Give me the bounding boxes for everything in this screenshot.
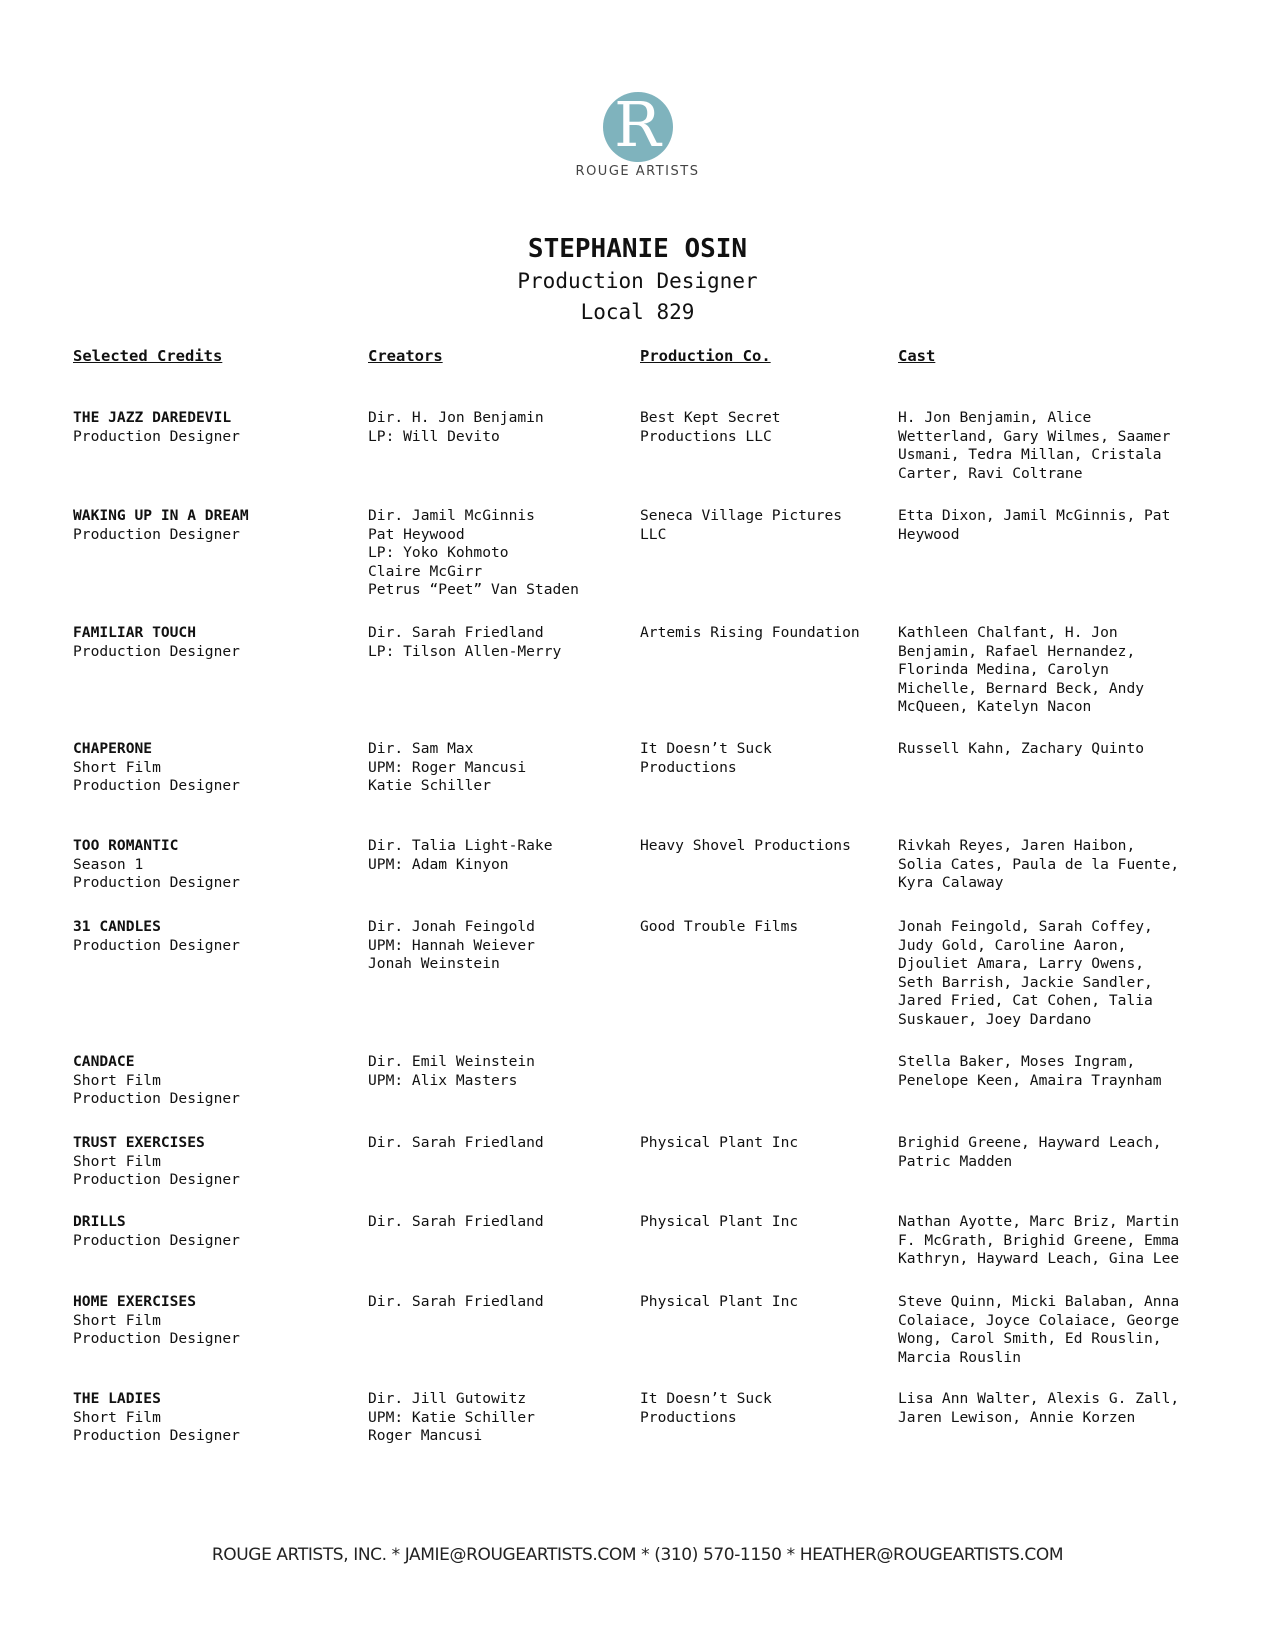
credit-cell (73, 918, 353, 955)
credit-cell (73, 507, 353, 544)
production-cell: Physical Plant Inc (640, 1134, 799, 1151)
person-role: Production Designer (517, 269, 758, 293)
credit-cell (73, 1213, 353, 1250)
credit-title: HOME EXERCISES (73, 1293, 197, 1310)
union-local: Local 829 (580, 300, 695, 324)
column-header-production: Production Co. (640, 347, 771, 365)
creators-cell: Dir. Sarah Friedland (368, 1134, 544, 1151)
cast-cell: Kathleen Chalfant, H. Jon Benjamin, Rafael Hernandez, Florinda Medina, Carolyn Michelle, Bernard Beck, Andy McQueen, Katelyn Nacon (898, 624, 1145, 716)
credit-title: FAMILIAR TOUCH (73, 624, 197, 641)
creators-cell: Dir. Sarah Friedland (368, 1293, 544, 1310)
credit-details: Short Film Production Designer (73, 1311, 240, 1348)
creators-cell: Dir. Jamil McGinnis Pat Heywood LP: Yoko Kohmoto Claire McGirr Petrus “Peet” Van Staden (368, 507, 579, 599)
credit-details: Production Designer (73, 642, 240, 660)
cast-cell: Steve Quinn, Micki Balaban, Anna Colaiace, Joyce Colaiace, George Wong, Carol Smith, Ed Rouslin, Marcia Rouslin (898, 1293, 1180, 1366)
credit-title: TRUST EXERCISES (73, 1134, 205, 1151)
credit-title: THE LADIES (73, 1390, 161, 1407)
credit-cell (73, 624, 353, 661)
cast-cell: Lisa Ann Walter, Alexis G. Zall, Jaren Lewison, Annie Korzen (898, 1390, 1180, 1426)
production-cell: Physical Plant Inc (640, 1213, 799, 1230)
credit-title: WAKING UP IN A DREAM (73, 507, 249, 524)
contact-footer: ROUGE ARTISTS, INC. * JAMIE@ROUGEARTISTS.COM * (310) 570-1150 * HEATHER@ROUGEARTISTS.COM (211, 1545, 1064, 1565)
column-header-cast: Cast (898, 347, 936, 365)
creators-cell: Dir. Sarah Friedland LP: Tilson Allen-Merry (368, 624, 562, 660)
production-cell: It Doesn’t Suck Productions (640, 1390, 772, 1426)
production-cell: Best Kept Secret Productions LLC (640, 409, 781, 445)
credit-details: Production Designer (73, 936, 240, 954)
cast-cell: Brighid Greene, Hayward Leach, Patric Madden (898, 1134, 1162, 1170)
cast-cell: Stella Baker, Moses Ingram, Penelope Keen, Amaira Traynham (898, 1053, 1162, 1089)
credit-cell (73, 837, 353, 893)
creators-cell: Dir. Jonah Feingold UPM: Hannah Weiever Jonah Weinstein (368, 918, 535, 973)
cast-cell: Jonah Feingold, Sarah Coffey, Judy Gold, Caroline Aaron, Djouliet Amara, Larry Owens, Seth Barrish, Jackie Sandler, Jared Fried, Cat Cohen, Talia Suskauer, Joey Dardano (898, 918, 1153, 1028)
logo-text: ROUGE ARTISTS (575, 164, 700, 179)
column-header-credits: Selected Credits (73, 347, 223, 365)
credit-cell (73, 740, 353, 796)
production-cell: Artemis Rising Foundation (640, 624, 860, 641)
cast-cell: Nathan Ayotte, Marc Briz, Martin F. McGrath, Brighid Greene, Emma Kathryn, Hayward Leach, Gina Lee (898, 1213, 1180, 1268)
credit-title: 31 CANDLES (73, 918, 161, 935)
credit-details: Production Designer (73, 525, 240, 543)
creators-cell: Dir. Talia Light-Rake UPM: Adam Kinyon (368, 837, 553, 873)
production-cell: Physical Plant Inc (640, 1293, 799, 1310)
production-cell: Good Trouble Films (640, 918, 799, 935)
cast-cell: Russell Kahn, Zachary Quinto (898, 740, 1145, 757)
credit-cell (73, 1390, 353, 1446)
credit-title: CANDACE (73, 1053, 135, 1070)
agency-logo (0, 88, 1275, 179)
credit-title: THE JAZZ DAREDEVIL (73, 409, 232, 426)
credit-details: Short Film Production Designer (73, 758, 240, 795)
logo-badge (603, 88, 673, 162)
column-header-creators: Creators (368, 347, 443, 365)
credit-cell (73, 1053, 353, 1109)
credit-title: CHAPERONE (73, 740, 153, 757)
credit-details: Short Film Production Designer (73, 1408, 240, 1445)
credit-details: Production Designer (73, 1231, 240, 1249)
logo-letter: R (614, 88, 661, 161)
credit-details: Short Film Production Designer (73, 1071, 240, 1108)
credit-details: Season 1 Production Designer (73, 855, 240, 892)
credit-title: TOO ROMANTIC (73, 837, 179, 854)
credit-details: Production Designer (73, 427, 240, 445)
creators-cell: Dir. Jill Gutowitz UPM: Katie Schiller Roger Mancusi (368, 1390, 535, 1445)
cast-cell: H. Jon Benjamin, Alice Wetterland, Gary Wilmes, Saamer Usmani, Tedra Millan, Cristala Carter, Ravi Coltrane (898, 409, 1171, 482)
credit-cell (73, 1134, 353, 1190)
credit-title: DRILLS (73, 1213, 126, 1230)
production-cell: Seneca Village Pictures LLC (640, 507, 843, 543)
creators-cell: Dir. H. Jon Benjamin LP: Will Devito (368, 409, 544, 445)
person-name: STEPHANIE OSIN (527, 234, 748, 264)
resume-header (0, 232, 1275, 328)
cast-cell: Etta Dixon, Jamil McGinnis, Pat Heywood (898, 507, 1171, 543)
production-cell: Heavy Shovel Productions (640, 837, 851, 854)
creators-cell: Dir. Sarah Friedland (368, 1213, 544, 1230)
cast-cell: Rivkah Reyes, Jaren Haibon, Solia Cates, Paula de la Fuente, Kyra Calaway (898, 837, 1180, 892)
production-cell: It Doesn’t Suck Productions (640, 740, 772, 776)
credit-cell (73, 409, 353, 446)
creators-cell: Dir. Sam Max UPM: Roger Mancusi Katie Schiller (368, 740, 527, 795)
credit-details: Short Film Production Designer (73, 1152, 240, 1189)
creators-cell: Dir. Emil Weinstein UPM: Alix Masters (368, 1053, 535, 1089)
credit-cell (73, 1293, 353, 1349)
